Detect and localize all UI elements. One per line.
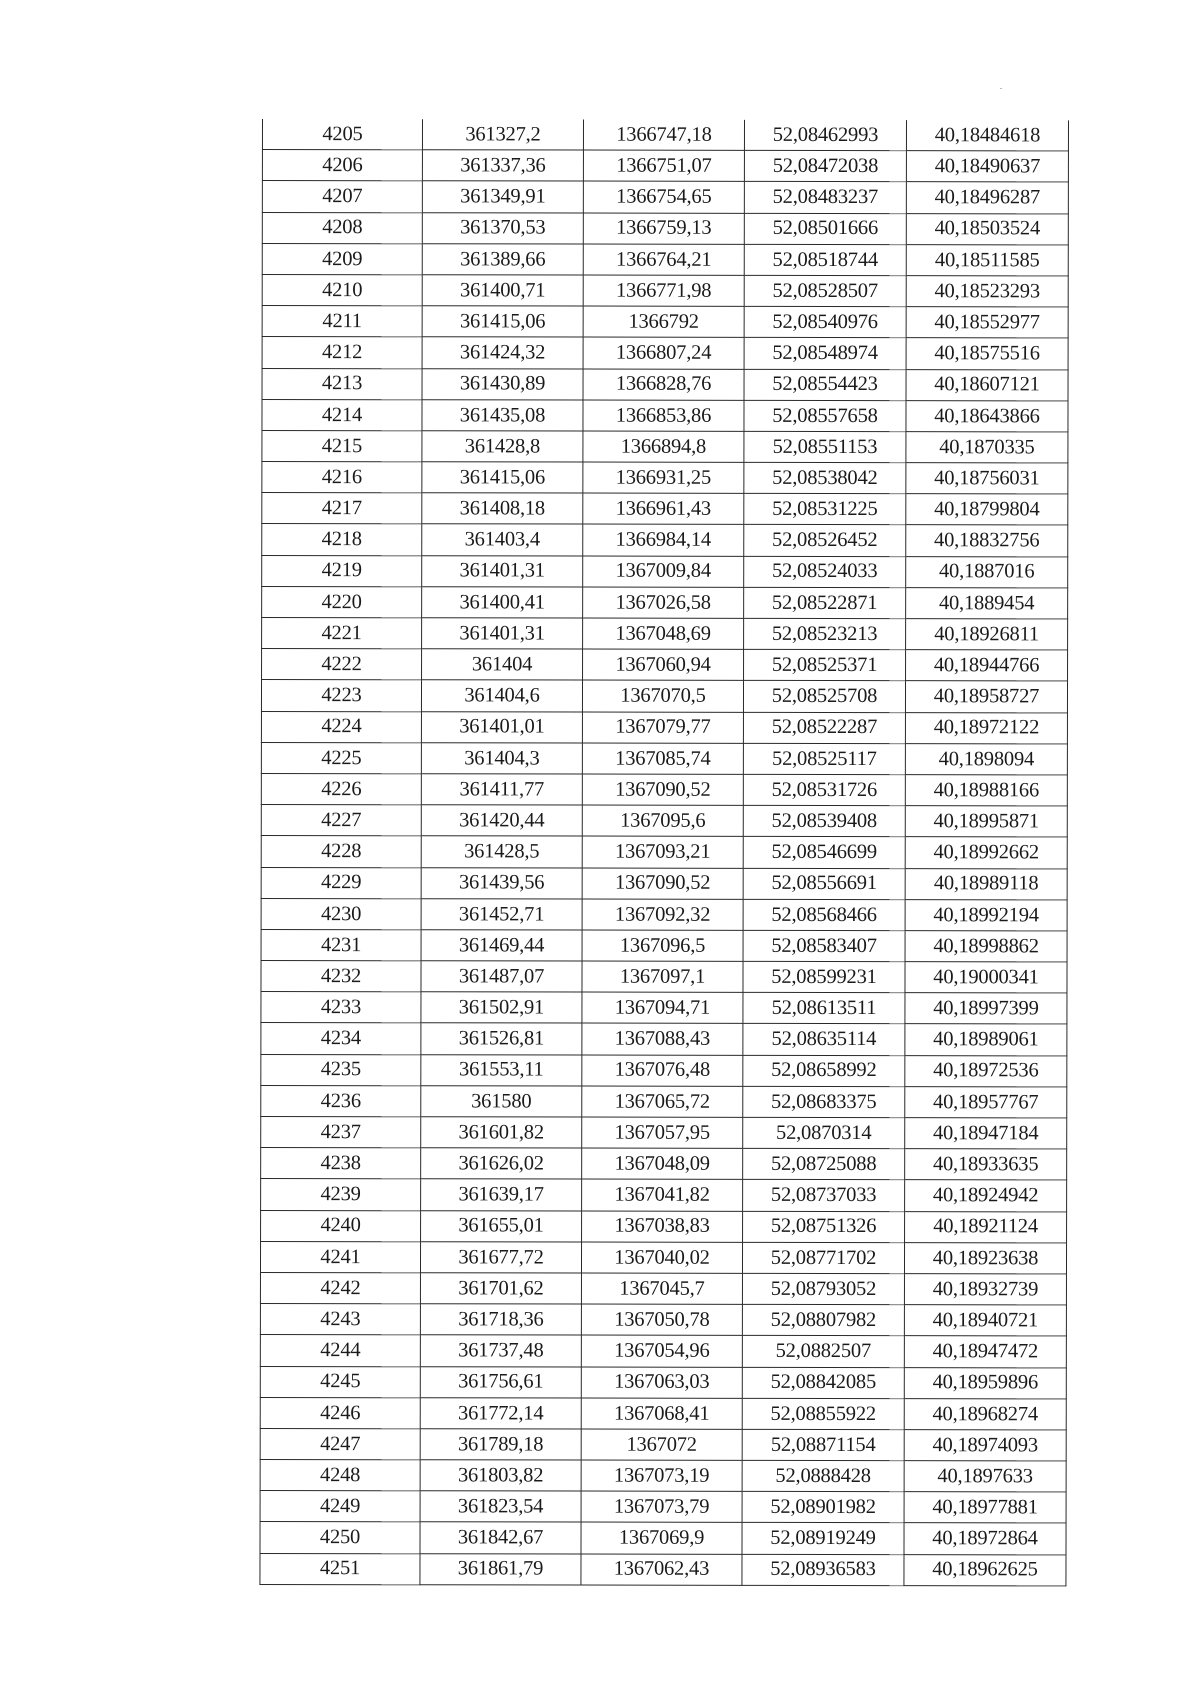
x-coordinate-cell: 361789,18 <box>420 1429 581 1460</box>
point-number-cell: 4220 <box>262 586 422 617</box>
y-coordinate-cell: 1367062,43 <box>581 1554 742 1585</box>
y-coordinate-cell: 1367090,52 <box>582 868 743 899</box>
table-row <box>260 1428 1066 1461</box>
longitude-cell: 40,18989061 <box>905 1024 1067 1055</box>
table-row <box>262 212 1068 245</box>
table-row <box>262 493 1068 526</box>
y-coordinate-cell: 1367050,78 <box>581 1304 742 1335</box>
y-coordinate-cell: 1367092,32 <box>582 899 743 930</box>
y-coordinate-cell: 1367069,9 <box>581 1522 742 1553</box>
table-row <box>261 1148 1067 1181</box>
latitude-cell: 52,08525371 <box>744 650 906 681</box>
longitude-cell: 40,1889454 <box>906 587 1068 618</box>
table-row <box>260 1553 1066 1586</box>
table-row <box>260 1460 1066 1493</box>
point-number-cell: 4214 <box>262 399 422 430</box>
table-row <box>260 1397 1066 1430</box>
latitude-cell: 52,08483237 <box>744 182 906 213</box>
x-coordinate-cell: 361639,17 <box>421 1179 582 1210</box>
longitude-cell: 40,1897633 <box>904 1461 1066 1492</box>
x-coordinate-cell: 361677,72 <box>420 1242 581 1273</box>
table-row <box>262 337 1068 370</box>
latitude-cell: 52,08472038 <box>744 151 906 182</box>
longitude-cell: 40,19000341 <box>905 962 1067 993</box>
y-coordinate-cell: 1367009,84 <box>583 556 744 587</box>
x-coordinate-cell: 361408,18 <box>422 493 583 524</box>
latitude-cell: 52,08855922 <box>742 1398 904 1429</box>
table-row <box>261 742 1067 775</box>
longitude-cell: 40,18607121 <box>906 369 1068 400</box>
point-number-cell: 4225 <box>261 742 421 773</box>
y-coordinate-cell: 1367038,83 <box>582 1211 743 1242</box>
longitude-cell: 40,18944766 <box>906 650 1068 681</box>
longitude-cell: 40,18503524 <box>906 213 1068 244</box>
longitude-cell: 40,18932739 <box>904 1274 1066 1305</box>
table-row <box>260 1335 1066 1368</box>
point-number-cell: 4246 <box>260 1397 420 1428</box>
latitude-cell: 52,08526452 <box>744 525 906 556</box>
y-coordinate-cell: 1366853,86 <box>583 400 744 431</box>
latitude-cell: 52,08556691 <box>743 868 905 899</box>
longitude-cell: 40,18799804 <box>906 494 1068 525</box>
y-coordinate-cell: 1367068,41 <box>581 1398 742 1429</box>
y-coordinate-cell: 1367041,82 <box>582 1179 743 1210</box>
longitude-cell: 40,18923638 <box>904 1242 1066 1273</box>
point-number-cell: 4236 <box>261 1085 421 1116</box>
x-coordinate-cell: 361337,36 <box>422 150 583 181</box>
x-coordinate-cell: 361655,01 <box>421 1210 582 1241</box>
latitude-cell: 52,08523213 <box>744 618 906 649</box>
table-row <box>260 1491 1066 1524</box>
point-number-cell: 4239 <box>261 1179 421 1210</box>
y-coordinate-cell: 1366764,21 <box>583 244 744 275</box>
latitude-cell: 52,08531726 <box>743 774 905 805</box>
y-coordinate-cell: 1367026,58 <box>583 587 744 618</box>
x-coordinate-cell: 361401,01 <box>421 711 582 742</box>
y-coordinate-cell: 1366807,24 <box>583 337 744 368</box>
point-number-cell: 4223 <box>261 680 421 711</box>
longitude-cell: 40,18756031 <box>906 463 1068 494</box>
point-number-cell: 4207 <box>262 181 422 212</box>
longitude-cell: 40,18958727 <box>905 681 1067 712</box>
y-coordinate-cell: 1367093,21 <box>582 836 743 867</box>
point-number-cell: 4251 <box>260 1553 420 1584</box>
point-number-cell: 4228 <box>261 836 421 867</box>
point-number-cell: 4234 <box>261 1023 421 1054</box>
y-coordinate-cell: 1367045,7 <box>581 1273 742 1304</box>
y-coordinate-cell: 1367048,69 <box>583 618 744 649</box>
longitude-cell: 40,18974093 <box>904 1429 1066 1460</box>
latitude-cell: 52,0888428 <box>742 1460 904 1491</box>
table-row <box>260 1304 1066 1337</box>
table-row <box>260 1522 1066 1555</box>
point-number-cell: 4216 <box>262 462 422 493</box>
latitude-cell: 52,08842085 <box>742 1367 904 1398</box>
latitude-cell: 52,08557658 <box>744 400 906 431</box>
table-row <box>262 181 1068 214</box>
x-coordinate-cell: 361772,14 <box>420 1397 581 1428</box>
table-row <box>262 274 1068 307</box>
x-coordinate-cell: 361737,48 <box>420 1335 581 1366</box>
x-coordinate-cell: 361502,91 <box>421 992 582 1023</box>
x-coordinate-cell: 361428,5 <box>421 836 582 867</box>
latitude-cell: 52,08635114 <box>743 1024 905 1055</box>
table-row <box>261 1085 1067 1118</box>
point-number-cell: 4229 <box>261 867 421 898</box>
x-coordinate-cell: 361404,6 <box>421 680 582 711</box>
y-coordinate-cell: 1366754,65 <box>583 181 744 212</box>
y-coordinate-cell: 1366984,14 <box>583 524 744 555</box>
table-row <box>261 836 1067 869</box>
longitude-cell: 40,18926811 <box>906 619 1068 650</box>
latitude-cell: 52,08551153 <box>744 431 906 462</box>
y-coordinate-cell: 1367072 <box>581 1429 742 1460</box>
point-number-cell: 4237 <box>261 1116 421 1147</box>
latitude-cell: 52,08936583 <box>742 1554 904 1585</box>
x-coordinate-cell: 361823,54 <box>420 1491 581 1522</box>
point-number-cell: 4238 <box>261 1148 421 1179</box>
point-number-cell: 4241 <box>260 1241 420 1272</box>
x-coordinate-cell: 361415,06 <box>422 462 583 493</box>
x-coordinate-cell: 361469,44 <box>421 930 582 961</box>
table-row <box>261 1210 1067 1243</box>
y-coordinate-cell: 1367057,95 <box>582 1117 743 1148</box>
table-row <box>262 649 1068 682</box>
y-coordinate-cell: 1367076,48 <box>582 1055 743 1086</box>
latitude-cell: 52,08613511 <box>743 993 905 1024</box>
longitude-cell: 40,1887016 <box>906 556 1068 587</box>
y-coordinate-cell: 1367065,72 <box>582 1086 743 1117</box>
x-coordinate-cell: 361430,89 <box>422 368 583 399</box>
table-row <box>261 805 1067 838</box>
longitude-cell: 40,18992194 <box>905 899 1067 930</box>
x-coordinate-cell: 361452,71 <box>421 898 582 929</box>
point-number-cell: 4210 <box>262 274 422 305</box>
y-coordinate-cell: 1366771,98 <box>583 275 744 306</box>
x-coordinate-cell: 361420,44 <box>421 805 582 836</box>
longitude-cell: 40,18933635 <box>905 1149 1067 1180</box>
point-number-cell: 4244 <box>260 1335 420 1366</box>
longitude-cell: 40,18511585 <box>906 244 1068 275</box>
y-coordinate-cell: 1367073,19 <box>581 1460 742 1491</box>
latitude-cell: 52,08522871 <box>744 587 906 618</box>
y-coordinate-cell: 1367095,6 <box>582 805 743 836</box>
x-coordinate-cell: 361415,06 <box>422 306 583 337</box>
longitude-cell: 40,18997399 <box>905 993 1067 1024</box>
x-coordinate-cell: 361701,62 <box>420 1273 581 1304</box>
y-coordinate-cell: 1367048,09 <box>582 1148 743 1179</box>
longitude-cell: 40,18921124 <box>905 1211 1067 1242</box>
point-number-cell: 4217 <box>262 493 422 524</box>
longitude-cell: 40,18924942 <box>905 1180 1067 1211</box>
latitude-cell: 52,08751326 <box>743 1211 905 1242</box>
point-number-cell: 4247 <box>260 1428 420 1459</box>
y-coordinate-cell: 1367079,77 <box>582 712 743 743</box>
longitude-cell: 40,18940721 <box>904 1305 1066 1336</box>
table-row <box>260 1272 1066 1305</box>
point-number-cell: 4232 <box>261 961 421 992</box>
table-row <box>261 1116 1067 1149</box>
y-coordinate-cell: 1367073,79 <box>581 1491 742 1522</box>
latitude-cell: 52,08771702 <box>742 1242 904 1273</box>
x-coordinate-cell: 361842,67 <box>420 1522 581 1553</box>
latitude-cell: 52,08901982 <box>742 1492 904 1523</box>
x-coordinate-cell: 361411,77 <box>421 774 582 805</box>
x-coordinate-cell: 361601,82 <box>421 1117 582 1148</box>
y-coordinate-cell: 1367094,71 <box>582 992 743 1023</box>
longitude-cell: 40,18998862 <box>905 930 1067 961</box>
table-row <box>262 306 1068 339</box>
x-coordinate-cell: 361370,53 <box>422 212 583 243</box>
latitude-cell: 52,08538042 <box>744 462 906 493</box>
x-coordinate-cell: 361553,11 <box>421 1054 582 1085</box>
table-row <box>262 119 1068 151</box>
point-number-cell: 4222 <box>262 649 422 680</box>
table-row <box>262 586 1068 619</box>
latitude-cell: 52,0882507 <box>742 1336 904 1367</box>
y-coordinate-cell: 1366828,76 <box>583 369 744 400</box>
table-row <box>262 399 1068 432</box>
x-coordinate-cell: 361327,2 <box>422 119 583 150</box>
table-row <box>261 1179 1067 1212</box>
x-coordinate-cell: 361756,61 <box>420 1366 581 1397</box>
table-row <box>260 1241 1066 1274</box>
table-row <box>261 680 1067 713</box>
longitude-cell: 40,18523293 <box>906 276 1068 307</box>
x-coordinate-cell: 361400,41 <box>422 587 583 618</box>
longitude-cell: 40,18643866 <box>906 400 1068 431</box>
longitude-cell: 40,18968274 <box>904 1398 1066 1429</box>
latitude-cell: 52,08462993 <box>744 120 906 151</box>
point-number-cell: 4245 <box>260 1366 420 1397</box>
latitude-cell: 52,08658992 <box>743 1055 905 1086</box>
longitude-cell: 40,18575516 <box>906 338 1068 369</box>
point-number-cell: 4249 <box>260 1491 420 1522</box>
y-coordinate-cell: 1367063,03 <box>581 1367 742 1398</box>
latitude-cell: 52,08871154 <box>742 1429 904 1460</box>
x-coordinate-cell: 361428,8 <box>422 431 583 462</box>
longitude-cell: 40,1898094 <box>905 743 1067 774</box>
point-number-cell: 4221 <box>262 618 422 649</box>
table-row <box>262 243 1068 276</box>
table-row <box>262 555 1068 588</box>
point-number-cell: 4218 <box>262 524 422 555</box>
point-number-cell: 4240 <box>261 1210 421 1241</box>
point-number-cell: 4231 <box>261 929 421 960</box>
point-number-cell: 4226 <box>261 773 421 804</box>
latitude-cell: 52,08568466 <box>743 899 905 930</box>
longitude-cell: 40,1870335 <box>906 431 1068 462</box>
table-row <box>262 430 1068 463</box>
x-coordinate-cell: 361404 <box>422 649 583 680</box>
point-number-cell: 4235 <box>261 1054 421 1085</box>
y-coordinate-cell: 1367040,02 <box>581 1242 742 1273</box>
point-number-cell: 4230 <box>261 898 421 929</box>
point-number-cell: 4219 <box>262 555 422 586</box>
latitude-cell: 52,08501666 <box>744 213 906 244</box>
x-coordinate-cell: 361626,02 <box>421 1148 582 1179</box>
latitude-cell: 52,08528507 <box>744 275 906 306</box>
point-number-cell: 4227 <box>261 805 421 836</box>
point-number-cell: 4233 <box>261 992 421 1023</box>
y-coordinate-cell: 1366792 <box>583 306 744 337</box>
y-coordinate-cell: 1367090,52 <box>582 774 743 805</box>
x-coordinate-cell: 361424,32 <box>422 337 583 368</box>
table-row <box>261 773 1067 806</box>
longitude-cell: 40,18957767 <box>905 1086 1067 1117</box>
x-coordinate-cell: 361526,81 <box>421 1023 582 1054</box>
longitude-cell: 40,18995871 <box>905 806 1067 837</box>
table-row <box>261 898 1067 931</box>
longitude-cell: 40,18977881 <box>904 1492 1066 1523</box>
table-row <box>262 462 1068 495</box>
table-row <box>260 1366 1066 1399</box>
latitude-cell: 52,08683375 <box>743 1086 905 1117</box>
table-row <box>261 992 1067 1025</box>
longitude-cell: 40,18947472 <box>904 1336 1066 1367</box>
table-row <box>261 1023 1067 1056</box>
latitude-cell: 52,08807982 <box>742 1304 904 1335</box>
latitude-cell: 52,08548974 <box>744 338 906 369</box>
x-coordinate-cell: 361487,07 <box>421 961 582 992</box>
latitude-cell: 52,08725088 <box>743 1149 905 1180</box>
longitude-cell: 40,18989118 <box>905 868 1067 899</box>
point-number-cell: 4209 <box>262 243 422 274</box>
scan-speck <box>1000 88 1002 89</box>
longitude-cell: 40,18484618 <box>906 120 1068 151</box>
latitude-cell: 52,08518744 <box>744 244 906 275</box>
latitude-cell: 52,08525708 <box>743 681 905 712</box>
point-number-cell: 4206 <box>262 150 422 181</box>
longitude-cell: 40,18992662 <box>905 837 1067 868</box>
x-coordinate-cell: 361403,4 <box>422 524 583 555</box>
latitude-cell: 52,08524033 <box>744 556 906 587</box>
y-coordinate-cell: 1366931,25 <box>583 462 744 493</box>
table-row <box>261 1054 1067 1087</box>
y-coordinate-cell: 1366894,8 <box>583 431 744 462</box>
latitude-cell: 52,08737033 <box>743 1180 905 1211</box>
x-coordinate-cell: 361349,91 <box>422 181 583 212</box>
coordinates-table-body <box>260 119 1069 1586</box>
y-coordinate-cell: 1366759,13 <box>583 213 744 244</box>
point-number-cell: 4250 <box>260 1522 420 1553</box>
longitude-cell: 40,18962625 <box>904 1554 1066 1585</box>
coordinates-table <box>259 119 1069 1586</box>
longitude-cell: 40,18552977 <box>906 307 1068 338</box>
point-number-cell: 4212 <box>262 337 422 368</box>
y-coordinate-cell: 1366751,07 <box>583 150 744 181</box>
x-coordinate-cell: 361401,31 <box>422 618 583 649</box>
latitude-cell: 52,08919249 <box>742 1523 904 1554</box>
point-number-cell: 4208 <box>262 212 422 243</box>
point-number-cell: 4248 <box>260 1460 420 1491</box>
table-row <box>261 961 1067 994</box>
x-coordinate-cell: 361435,08 <box>422 399 583 430</box>
x-coordinate-cell: 361404,3 <box>421 743 582 774</box>
point-number-cell: 4242 <box>260 1272 420 1303</box>
latitude-cell: 52,08522287 <box>743 712 905 743</box>
latitude-cell: 52,08539408 <box>743 805 905 836</box>
y-coordinate-cell: 1366747,18 <box>583 120 744 151</box>
longitude-cell: 40,18972536 <box>905 1055 1067 1086</box>
latitude-cell: 52,08540976 <box>744 306 906 337</box>
point-number-cell: 4243 <box>260 1304 420 1335</box>
latitude-cell: 52,08546699 <box>743 837 905 868</box>
latitude-cell: 52,08793052 <box>742 1273 904 1304</box>
x-coordinate-cell: 361401,31 <box>422 555 583 586</box>
y-coordinate-cell: 1367070,5 <box>582 680 743 711</box>
longitude-cell: 40,18832756 <box>906 525 1068 556</box>
y-coordinate-cell: 1366961,43 <box>583 493 744 524</box>
y-coordinate-cell: 1367054,96 <box>581 1335 742 1366</box>
y-coordinate-cell: 1367097,1 <box>582 961 743 992</box>
table-row <box>262 524 1068 557</box>
point-number-cell: 4205 <box>262 119 422 150</box>
table-row <box>262 618 1068 651</box>
x-coordinate-cell: 361400,71 <box>422 275 583 306</box>
latitude-cell: 52,08531225 <box>744 494 906 525</box>
point-number-cell: 4213 <box>262 368 422 399</box>
longitude-cell: 40,18972122 <box>905 712 1067 743</box>
y-coordinate-cell: 1367088,43 <box>582 1023 743 1054</box>
x-coordinate-cell: 361803,82 <box>420 1460 581 1491</box>
x-coordinate-cell: 361861,79 <box>420 1553 581 1584</box>
table-row <box>261 867 1067 900</box>
latitude-cell: 52,08583407 <box>743 930 905 961</box>
latitude-cell: 52,08554423 <box>744 369 906 400</box>
latitude-cell: 52,08525117 <box>743 743 905 774</box>
x-coordinate-cell: 361439,56 <box>421 867 582 898</box>
longitude-cell: 40,18496287 <box>906 182 1068 213</box>
y-coordinate-cell: 1367085,74 <box>582 743 743 774</box>
point-number-cell: 4215 <box>262 430 422 461</box>
longitude-cell: 40,18988166 <box>905 775 1067 806</box>
longitude-cell: 40,18959896 <box>904 1367 1066 1398</box>
x-coordinate-cell: 361580 <box>421 1086 582 1117</box>
longitude-cell: 40,18947184 <box>905 1118 1067 1149</box>
point-number-cell: 4224 <box>261 711 421 742</box>
latitude-cell: 52,08599231 <box>743 961 905 992</box>
table-row <box>261 711 1067 744</box>
table-row <box>262 368 1068 401</box>
table-row <box>262 150 1068 183</box>
x-coordinate-cell: 361718,36 <box>420 1304 581 1335</box>
longitude-cell: 40,18972864 <box>904 1523 1066 1554</box>
latitude-cell: 52,0870314 <box>743 1117 905 1148</box>
y-coordinate-cell: 1367096,5 <box>582 930 743 961</box>
longitude-cell: 40,18490637 <box>906 151 1068 182</box>
x-coordinate-cell: 361389,66 <box>422 244 583 275</box>
y-coordinate-cell: 1367060,94 <box>583 649 744 680</box>
point-number-cell: 4211 <box>262 306 422 337</box>
table-row <box>261 929 1067 962</box>
